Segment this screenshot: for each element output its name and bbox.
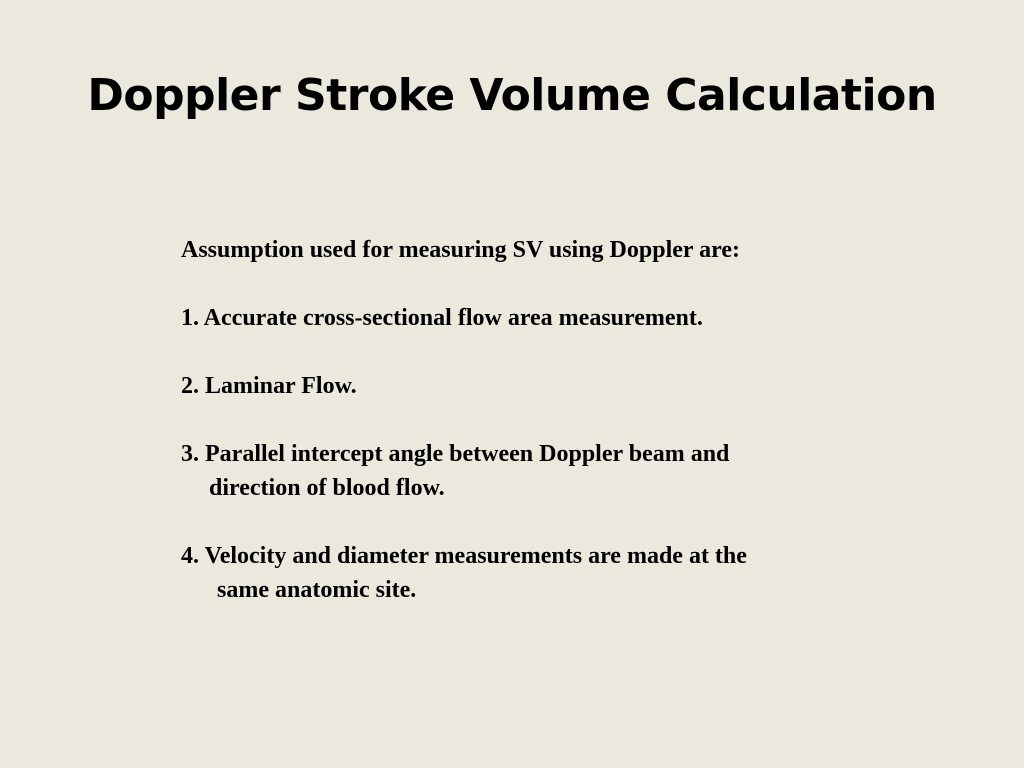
list-item-3: 3. Parallel intercept angle between Doppler beam and: [181, 441, 730, 467]
spacer: [181, 403, 901, 437]
spacer: [181, 335, 901, 369]
list-item-3-continuation: direction of blood flow.: [209, 475, 445, 501]
slide-title: Doppler Stroke Volume Calculation: [87, 70, 937, 121]
spacer: [181, 267, 901, 301]
spacer: [181, 505, 901, 539]
list-item-4: 4. Velocity and diameter measurements are made at the: [181, 543, 747, 569]
list-item-1: 1. Accurate cross-sectional flow area measurement.: [181, 305, 703, 331]
list-item-2: 2. Laminar Flow.: [181, 373, 357, 399]
list-item-4-continuation: same anatomic site.: [217, 577, 417, 603]
slide-body: [181, 233, 901, 607]
intro-text: Assumption used for measuring SV using Doppler are:: [181, 237, 740, 263]
